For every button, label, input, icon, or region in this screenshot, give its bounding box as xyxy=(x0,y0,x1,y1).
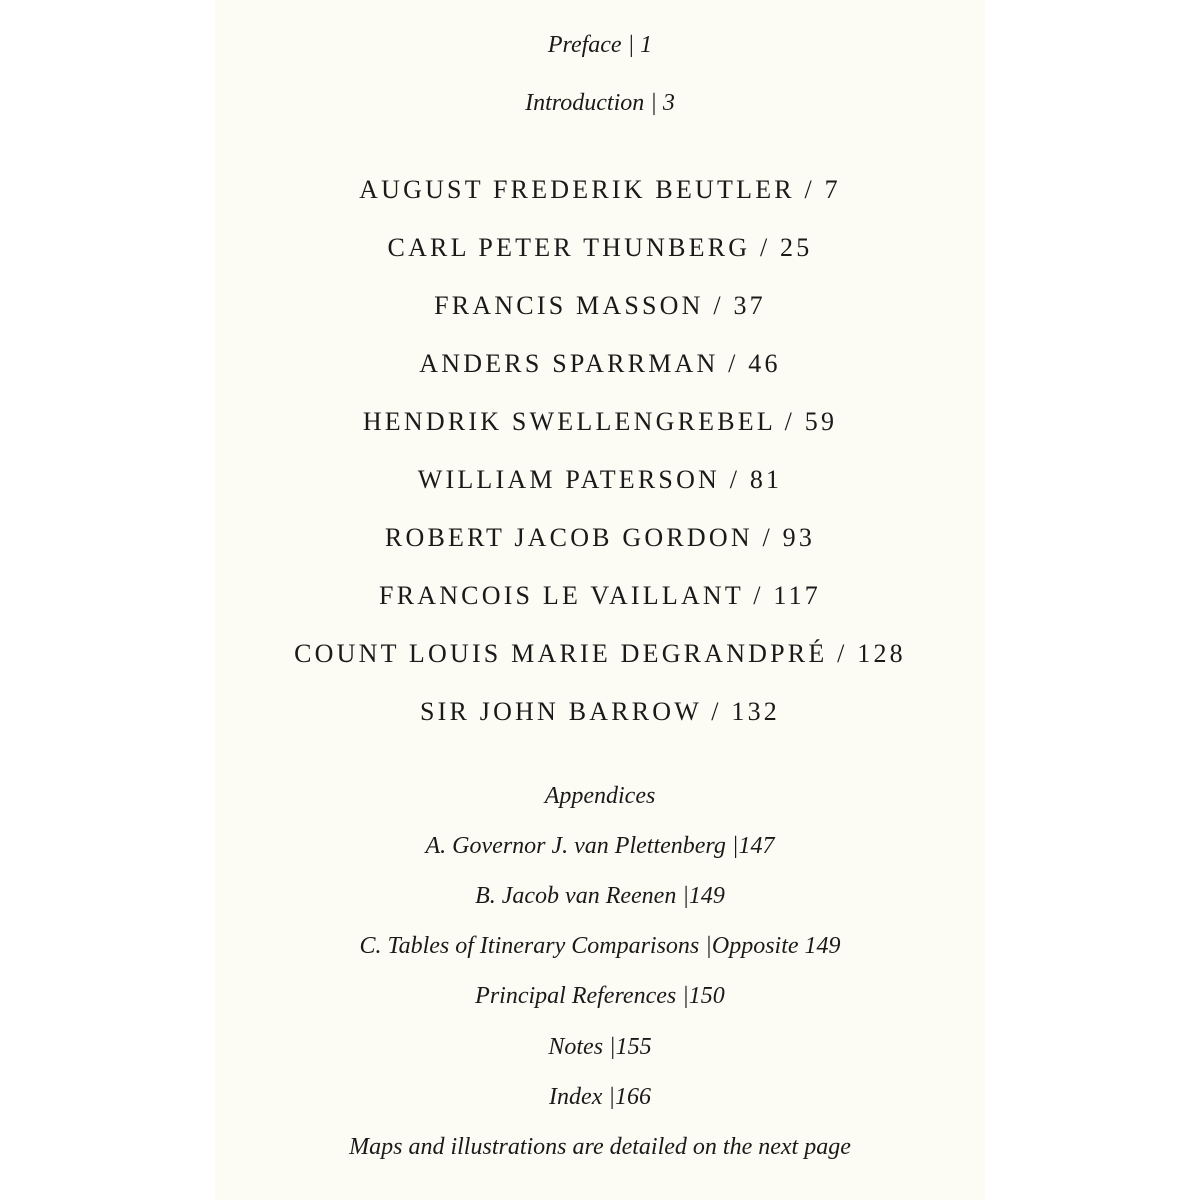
toc-chapter: COUNT LOUIS MARIE DEGRANDPRÉ / 128 xyxy=(294,639,906,668)
toc-entry-preface: Preface | 1 xyxy=(547,32,653,58)
toc-chapter: FRANCIS MASSON / 37 xyxy=(434,291,766,320)
toc-chapter: ROBERT JACOB GORDON / 93 xyxy=(384,523,816,552)
appendix-entry: C. Tables of Itinerary Comparisons |Opposite 149 xyxy=(359,933,841,959)
appendix-entry: B. Jacob van Reenen |149 xyxy=(475,883,725,909)
appendix-entry: A. Governor J. van Plettenberg |147 xyxy=(425,833,775,859)
toc-chapter: ANDERS SPARRMAN / 46 xyxy=(419,349,781,378)
appendices-heading: Appendices xyxy=(544,783,656,809)
toc-chapter: AUGUST FREDERIK BEUTLER / 7 xyxy=(359,175,841,204)
appendix-entry: Index |166 xyxy=(549,1084,651,1110)
appendix-entry: Principal References |150 xyxy=(475,983,725,1009)
toc-chapter: WILLIAM PATERSON / 81 xyxy=(417,465,783,494)
toc-chapter: HENDRIK SWELLENGREBEL / 59 xyxy=(362,407,838,436)
appendix-entry: Notes |155 xyxy=(548,1034,652,1060)
toc-chapter: SIR JOHN BARROW / 132 xyxy=(420,697,780,726)
toc-chapter: FRANCOIS LE VAILLANT / 117 xyxy=(379,581,821,610)
toc-chapter: CARL PETER THUNBERG / 25 xyxy=(387,233,813,262)
toc-entry-introduction: Introduction | 3 xyxy=(525,90,675,116)
footer-note: Maps and illustrations are detailed on the next page xyxy=(349,1134,851,1160)
